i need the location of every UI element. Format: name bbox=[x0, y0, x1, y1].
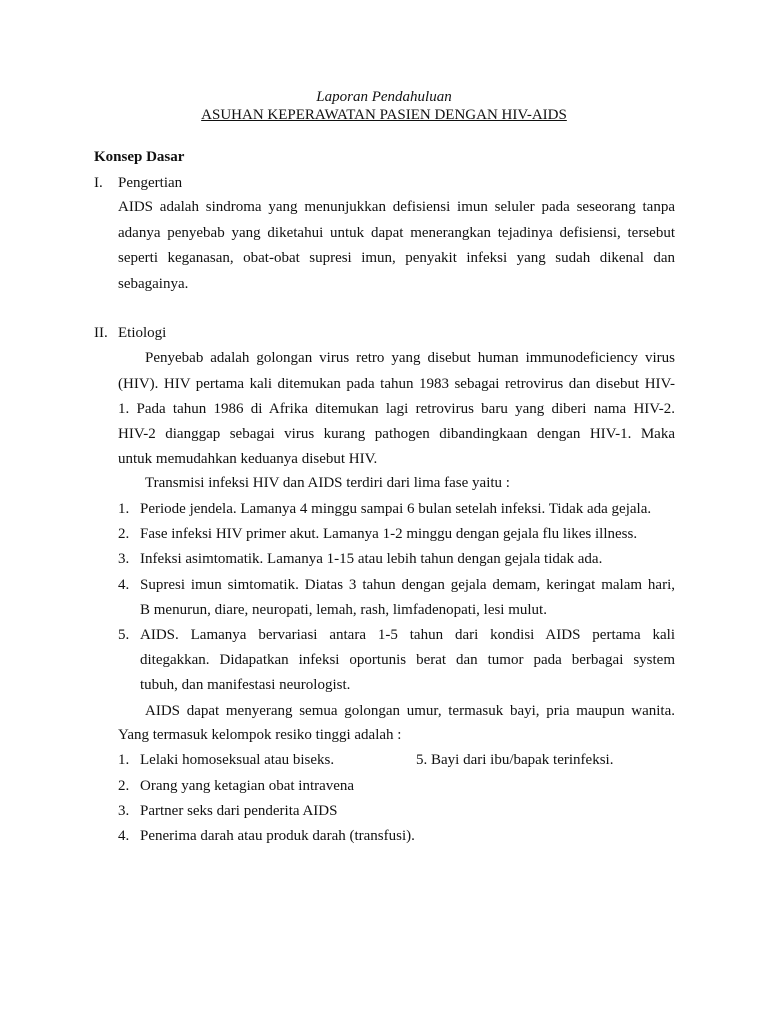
risk-number: 1. bbox=[118, 752, 130, 768]
phase-text: Periode jendela. Lamanya 4 minggu sampai 6 bulan setelah infeksi. Tidak ada gejala. bbox=[140, 501, 652, 517]
section2-line: (HIV). HIV pertama kali ditemukan pada tahun 1983 sebagai retrovirus dan disebut HIV- bbox=[118, 376, 675, 392]
section1-line: adanya penyebab yang diketahui untuk dapat menerangkan tejadinya defisiensi, tersebut bbox=[118, 225, 675, 241]
section1-line: seperti keganasan, obat-obat supresi imun, penyakit infeksi yang sudah dikenal dan bbox=[118, 250, 675, 266]
phase-number: 1. bbox=[118, 501, 130, 517]
doc-subtitle: Laporan Pendahuluan bbox=[316, 89, 452, 105]
section2-heading: Etiologi bbox=[118, 325, 167, 341]
phase-text: Fase infeksi HIV primer akut. Lamanya 1-2 minggu dengan gejala flu likes illness. bbox=[140, 526, 638, 542]
phase-text: Supresi imun simtomatik. Diatas 3 tahun dengan gejala demam, keringat malam hari, bbox=[140, 577, 675, 593]
risk-number: 4. bbox=[118, 828, 130, 844]
section2-line: Penyebab adalah golongan virus retro yang disebut human immunodeficiency virus bbox=[145, 350, 675, 366]
risk-number: 3. bbox=[118, 803, 130, 819]
risk-text: Partner seks dari penderita AIDS bbox=[140, 803, 338, 819]
section1-line: sebagainya. bbox=[118, 276, 189, 292]
section1-heading: Pengertian bbox=[118, 175, 183, 191]
phase-number: 2. bbox=[118, 526, 130, 542]
phase-text: tubuh, dan manifestasi neurologist. bbox=[140, 677, 351, 693]
phase-number: 4. bbox=[118, 577, 130, 593]
section1-number: I. bbox=[94, 175, 103, 191]
section2-line: HIV-2 dianggap sebagai virus kurang pathogen dibandingkaan dengan HIV-1. Maka bbox=[118, 426, 675, 442]
risk-text-5: 5. Bayi dari ibu/bapak terinfeksi. bbox=[416, 752, 614, 768]
risk-text: Orang yang ketagian obat intravena bbox=[140, 778, 355, 794]
section1-line: AIDS adalah sindroma yang menunjukkan defisiensi imun seluler pada seseorang tanpa bbox=[118, 199, 675, 215]
phase-text: ditegakkan. Didapatkan infeksi oportunis berat dan tumor pada berbagai system bbox=[140, 652, 675, 668]
transmisi-intro: Transmisi infeksi HIV dan AIDS terdiri dari lima fase yaitu : bbox=[145, 475, 510, 491]
section2-number: II. bbox=[94, 325, 108, 341]
phase-text: AIDS. Lamanya bervariasi antara 1-5 tahun dari kondisi AIDS pertama kali bbox=[140, 627, 675, 643]
doc-title: ASUHAN KEPERAWATAN PASIEN DENGAN HIV-AIDS bbox=[201, 107, 567, 123]
phase-number: 5. bbox=[118, 627, 130, 643]
aids-line: Yang termasuk kelompok resiko tinggi adalah : bbox=[118, 727, 402, 743]
risk-number: 2. bbox=[118, 778, 130, 794]
phase-text: B menurun, diare, neuropati, lemah, rash, limfadenopati, lesi mulut. bbox=[140, 602, 547, 618]
konsep-heading: Konsep Dasar bbox=[94, 149, 185, 165]
phase-number: 3. bbox=[118, 551, 130, 567]
phase-text: Infeksi asimtomatik. Lamanya 1-15 atau lebih tahun dengan gejala tidak ada. bbox=[140, 551, 603, 567]
aids-line: AIDS dapat menyerang semua golongan umur, termasuk bayi, pria maupun wanita. bbox=[145, 703, 675, 719]
section2-line: 1. Pada tahun 1986 di Afrika ditemukan lagi retrovirus baru yang diberi nama HIV-2. bbox=[118, 401, 675, 417]
risk-text: Penerima darah atau produk darah (transfusi). bbox=[140, 828, 415, 844]
section2-line: untuk memudahkan keduanya disebut HIV. bbox=[118, 451, 378, 467]
risk-text: Lelaki homoseksual atau biseks. bbox=[140, 752, 335, 768]
